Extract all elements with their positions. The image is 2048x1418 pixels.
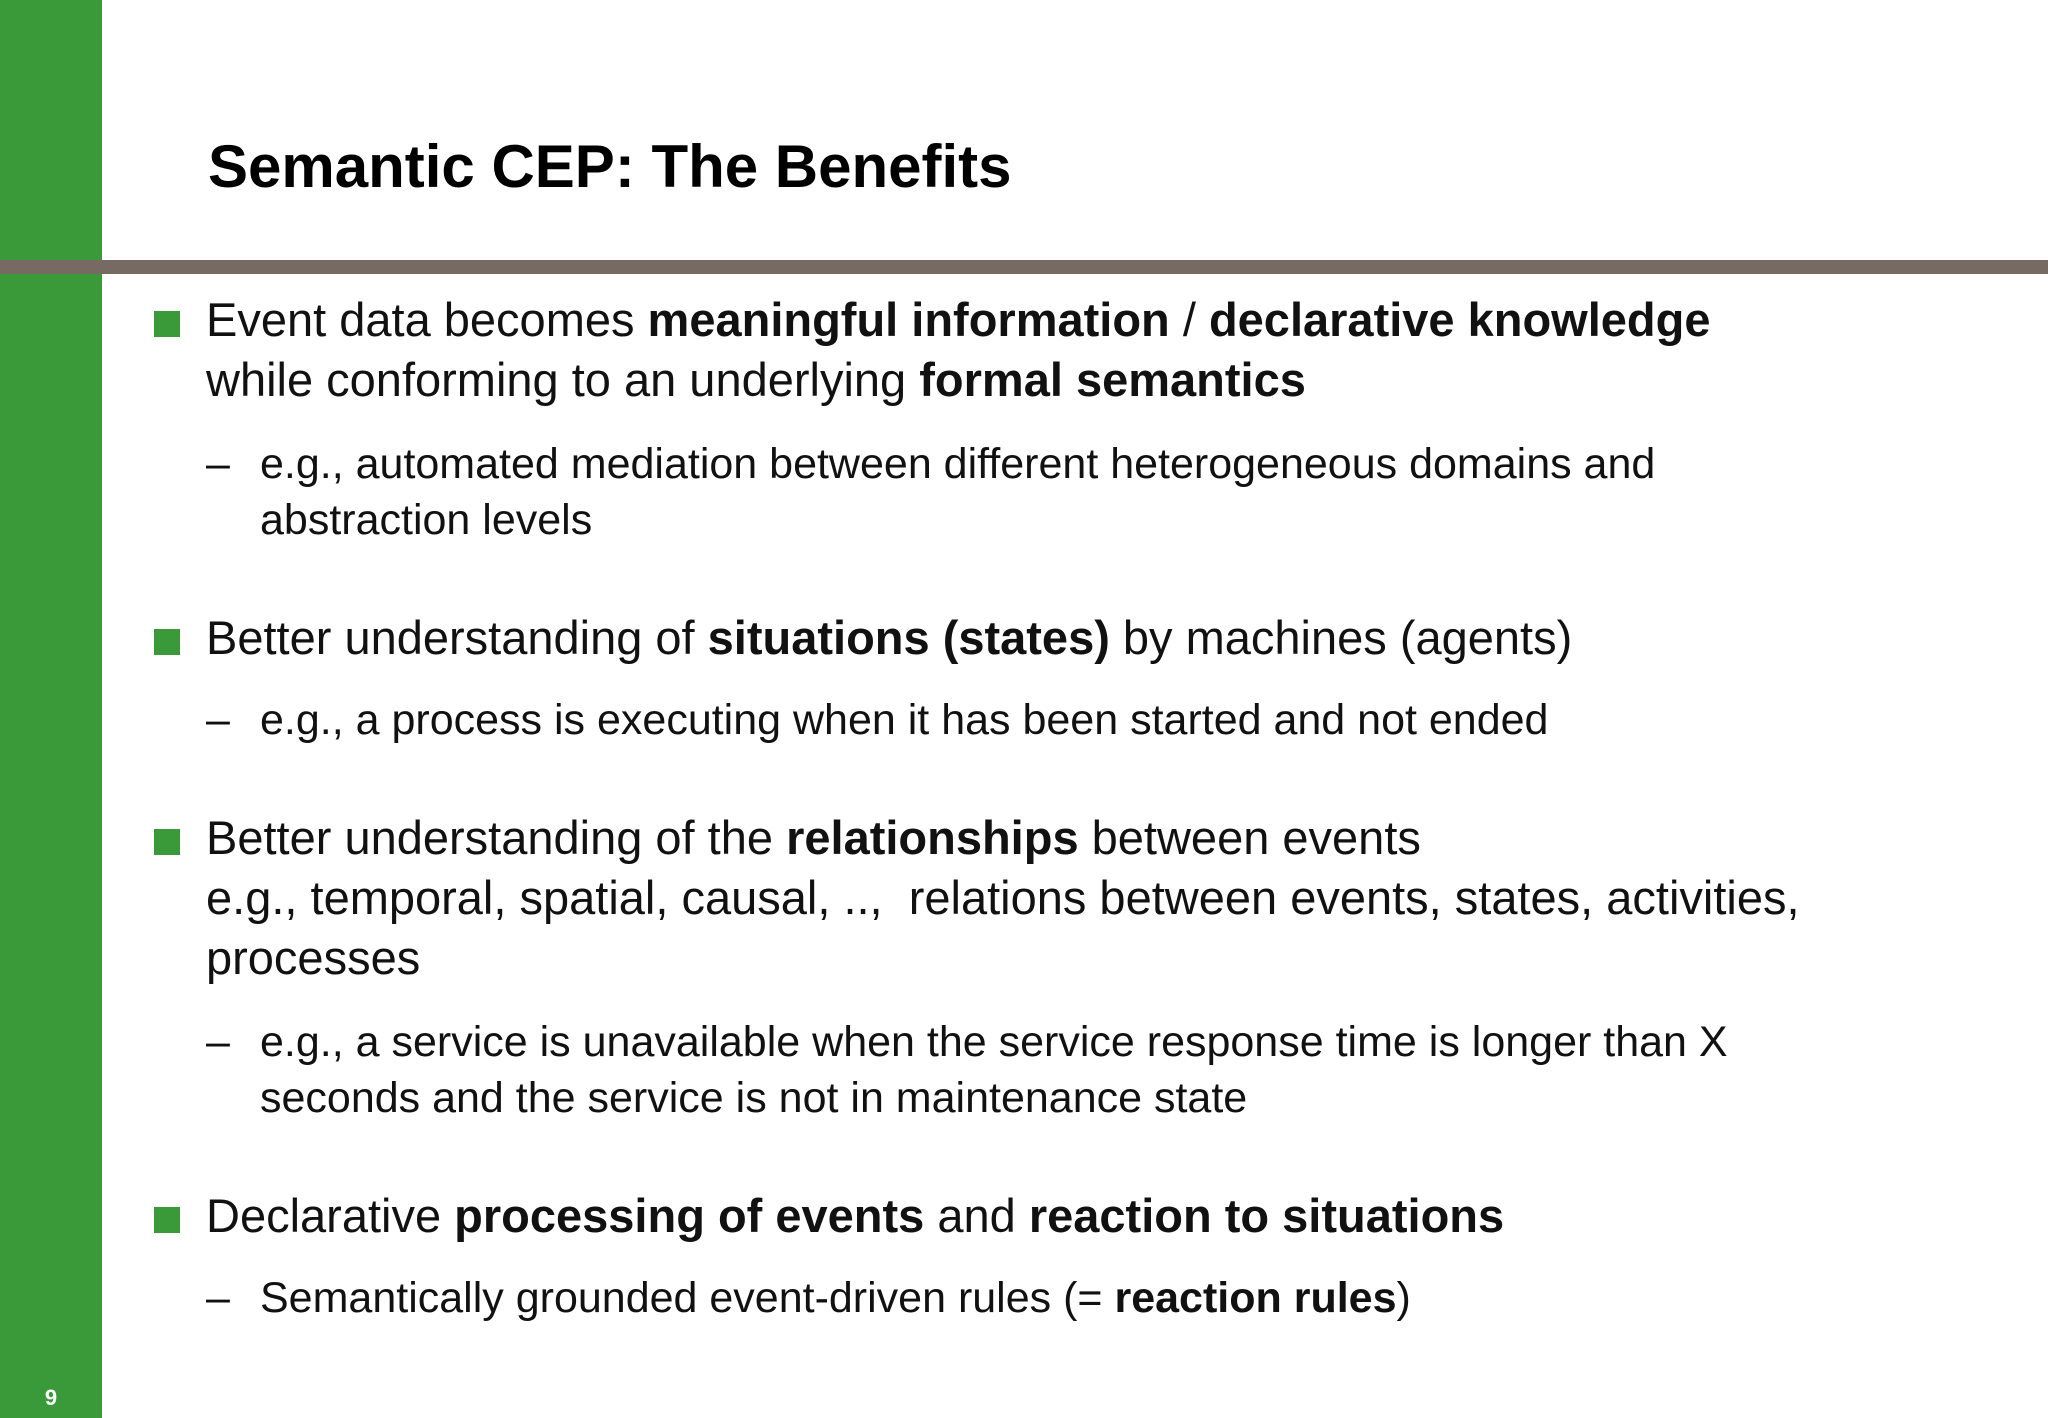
sub-bullet-line — [260, 1270, 2012, 1326]
bullet-bold-text: situations (states) — [707, 611, 1110, 664]
sub-bullet-line: e.g., a process is executing when it has been started and not ended — [260, 696, 1549, 744]
bullet-line — [206, 290, 2012, 350]
bullet-line — [206, 350, 2012, 410]
sub-bullet-item — [152, 1270, 2012, 1326]
sub-bullet-bold-text: reaction rules — [1114, 1274, 1397, 1322]
bullet-item — [152, 290, 2012, 410]
bullet-bold-text: processing of events — [454, 1189, 925, 1242]
page-number: 9 — [44, 1385, 58, 1410]
bullet-text: and — [924, 1189, 1029, 1242]
square-bullet-icon — [154, 311, 180, 337]
dash-bullet: – — [206, 1274, 230, 1322]
square-bullet-icon — [154, 629, 180, 655]
dash-bullet: – — [206, 440, 230, 488]
bullet-line — [206, 1186, 2012, 1246]
bullet-item — [152, 808, 2012, 988]
sub-bullet-line: seconds and the service is not in maintenance state — [260, 1074, 1248, 1122]
square-bullet-icon — [154, 1207, 180, 1233]
left-accent-bar — [0, 0, 102, 1418]
bullet-bold-text: relationships — [786, 811, 1079, 864]
slide-content — [152, 284, 2012, 1326]
bullet-item — [152, 1186, 2012, 1246]
sub-bullet-text: Semantically grounded event-driven rules (= — [260, 1274, 1115, 1322]
bullet-line — [206, 608, 2012, 668]
square-bullet-icon — [154, 829, 180, 855]
slide-title: Semantic CEP: The Benefits — [208, 133, 1012, 200]
bullet-text: / — [1169, 293, 1209, 346]
sub-bullet-line: e.g., automated mediation between different heterogeneous domains and — [260, 440, 1656, 488]
bullet-text: Event data becomes — [206, 293, 648, 346]
bullet-text: while conforming to an underlying — [206, 353, 920, 406]
bullet-text: between events — [1078, 811, 1421, 864]
bullet-text: Better understanding of — [206, 611, 708, 664]
sub-bullet-line: abstraction levels — [260, 496, 593, 544]
title-divider — [0, 260, 2048, 274]
bullet-line — [206, 808, 2012, 868]
bullet-line: processes — [206, 931, 421, 984]
bullet-text: by machines (agents) — [1109, 611, 1573, 664]
bullet-bold-text: declarative knowledge — [1208, 293, 1711, 346]
bullet-line: e.g., temporal, spatial, causal, .., relations between events, states, activities, — [206, 871, 1800, 924]
sub-bullet-line: e.g., a service is unavailable when the service response time is longer than X — [260, 1018, 1728, 1066]
sub-bullet-item — [152, 1014, 2012, 1126]
bullet-item — [152, 608, 2012, 668]
sub-bullet-item — [152, 436, 2012, 548]
sub-bullet-item — [152, 692, 2012, 748]
sub-bullet-text: ) — [1396, 1274, 1411, 1322]
bullet-text: Declarative — [206, 1189, 455, 1242]
dash-bullet: – — [206, 696, 230, 744]
bullet-text: Better understanding of the — [206, 811, 787, 864]
bullet-bold-text: reaction to situations — [1028, 1189, 1505, 1242]
bullet-bold-text: meaningful information — [647, 293, 1170, 346]
bullet-bold-text: formal semantics — [919, 353, 1306, 406]
dash-bullet: – — [206, 1018, 230, 1066]
